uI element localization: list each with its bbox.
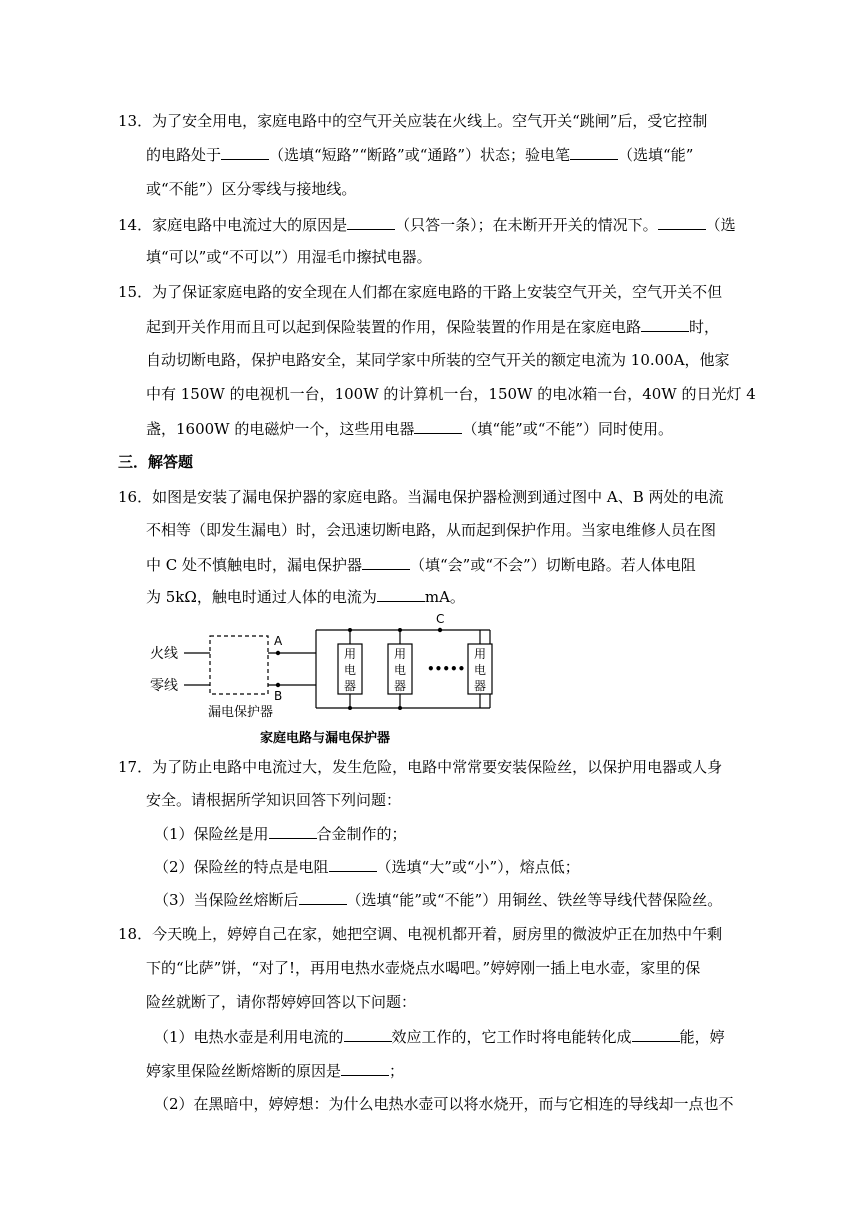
answer-blank[interactable] — [344, 1026, 392, 1042]
answer-blank[interactable] — [570, 144, 618, 160]
answer-blank[interactable] — [347, 214, 395, 230]
q17-part-3: （3）当保险丝熔断后 （选填“能”或“不能”）用铜丝、铁丝等导线代替保险丝。 — [154, 891, 723, 909]
junction-dot — [348, 706, 352, 710]
q18-line-1: 18．今天晚上，婷婷自己在家，她把空调、电视机都开着，厨房里的微波炉正在加热中午剩 — [118, 925, 723, 943]
more-appliances-dots: ••••• — [427, 662, 466, 676]
q17-part-1: （1）保险丝是用 合金制作的； — [154, 825, 407, 843]
answer-blank[interactable] — [269, 823, 317, 839]
q18-part-2: （2）在黑暗中，婷婷想：为什么电热水壶可以将水烧开，而与它相连的导线却一点也不 — [154, 1095, 734, 1113]
point-a-dot — [276, 651, 280, 655]
answer-blank[interactable] — [377, 586, 425, 602]
point-c-dot — [438, 628, 442, 632]
appliance-2-char-3: 器 — [393, 679, 407, 693]
appliance-3-char-2: 电 — [473, 663, 487, 677]
circuit-diagram — [150, 612, 510, 748]
q18-part-1: （1）电热水壶是利用电流的 效应工作的，它工作时将电能转化成 能，婷 — [154, 1028, 725, 1046]
point-b-label: B — [274, 689, 283, 703]
answer-blank[interactable] — [329, 856, 377, 872]
appliance-1-char-2: 电 — [343, 663, 357, 677]
answer-blank[interactable] — [221, 144, 269, 160]
q16-line-3: 中 C 处不慎触电时，漏电保护器 （填“会”或“不会”）切断电路。若人体电阻 — [146, 556, 696, 574]
answer-blank[interactable] — [632, 1026, 680, 1042]
answer-blank[interactable] — [299, 889, 347, 905]
live-wire-label: 火线 — [150, 646, 178, 662]
q13-line-3: 或“不能”）区分零线与接地线。 — [146, 180, 357, 198]
appliance-1-char-1: 用 — [343, 647, 357, 661]
q18-line-2: 下的“比萨”饼，“对了!，再用电热水壶烧点水喝吧。”婷婷刚一插上电水壶，家里的保 — [146, 959, 701, 977]
appliance-1-char-3: 器 — [343, 679, 357, 693]
appliance-2-char-2: 电 — [393, 663, 407, 677]
answer-blank[interactable] — [414, 418, 462, 434]
q17-line-1: 17．为了防止电路中电流过大，发生危险，电路中常常要安装保险丝，以保护用电器或人身 — [118, 758, 723, 776]
diagram-caption: 家庭电路与漏电保护器 — [260, 731, 391, 746]
q15-line-1: 15．为了保证家庭电路的安全现在人们都在家庭电路的干路上安装空气开关，空气开关不但 — [118, 283, 723, 301]
junction-dot — [348, 628, 352, 632]
q14-line-1: 14．家庭电路中电流过大的原因是 （只答一条）；在未断开开关的情况下。 （选 — [118, 216, 736, 234]
q14-line-2: 填“可以”或“不可以”）用湿毛巾擦拭电器。 — [146, 248, 432, 266]
q15-line-5: 盏，1600W 的电磁炉一个，这些用电器 （填“能”或“不能”）同时使用。 — [146, 420, 674, 438]
q15-line-3: 自动切断电路，保护电路安全，某同学家中所装的空气开关的额定电流为 10.00A，他家 — [146, 351, 730, 369]
appliance-3-char-1: 用 — [473, 647, 487, 661]
q16-line-1: 16．如图是安装了漏电保护器的家庭电路。当漏电保护器检测到通过图中 A、B 两处的电流 — [118, 488, 724, 506]
q16-line-4: 为 5kΩ，触电时通过人体的电流为 mA。 — [146, 588, 465, 606]
protector-label: 漏电保护器 — [208, 705, 274, 720]
q18-line-3: 险丝就断了，请你帮婷婷回答以下问题： — [146, 993, 417, 1011]
q16-line-2: 不相等（即发生漏电）时，会迅速切断电路，从而起到保护作用。当家电维修人员在图 — [146, 521, 717, 539]
leakage-protector-box — [210, 636, 268, 694]
q17-part-2: （2）保险丝的特点是电阻 （选填“大”或“小”），熔点低； — [154, 858, 580, 876]
answer-blank[interactable] — [641, 316, 689, 332]
q15-line-2: 起到开关作用而且可以起到保险装置的作用，保险装置的作用是在家庭电路 时， — [146, 318, 720, 336]
q15-line-4: 中有 150W 的电视机一台，100W 的计算机一台，150W 的电冰箱一台，40W 的日光灯 4 — [146, 385, 756, 403]
appliance-3-char-3: 器 — [473, 679, 487, 693]
section-heading: 三．解答题 — [118, 453, 194, 471]
q18-part-1-cont: 婷家里保险丝断熔断的原因是 ； — [146, 1062, 405, 1080]
point-c-label: C — [436, 612, 445, 626]
neutral-wire-label: 零线 — [150, 678, 178, 694]
junction-dot — [398, 628, 402, 632]
appliance-2-char-1: 用 — [393, 647, 407, 661]
answer-blank[interactable] — [341, 1060, 389, 1076]
point-b-dot — [276, 683, 280, 687]
answer-blank[interactable] — [658, 214, 706, 230]
q13-line-1: 13．为了安全用电，家庭电路中的空气开关应装在火线上。空气开关“跳闸”后，受它控制 — [118, 112, 708, 130]
q17-line-2: 安全。请根据所学知识回答下列问题： — [146, 791, 402, 809]
junction-dot — [398, 706, 402, 710]
q13-line-2: 的电路处于 （选填“短路”“断路”或“通路”）状态；验电笔 （选填“能” — [146, 146, 694, 164]
point-a-label: A — [274, 634, 283, 648]
answer-blank[interactable] — [362, 554, 410, 570]
